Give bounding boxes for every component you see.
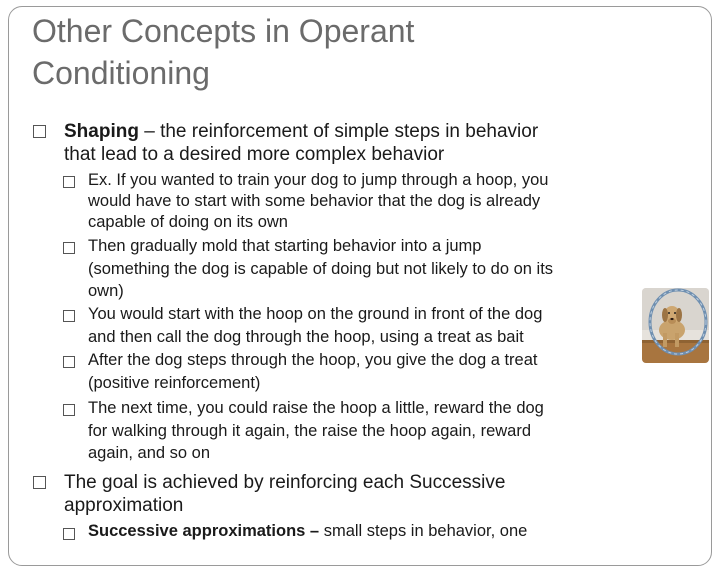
point-1-line-2: that lead to a desired more complex behavior bbox=[64, 144, 445, 165]
point-2-line-2: approximation bbox=[64, 495, 184, 516]
sub-item-6-line-1: Successive approximations – small steps in behavior, one bbox=[88, 522, 528, 540]
sub-item-3-line-1: You would start with the hoop on the ground in front of the dog bbox=[88, 305, 543, 323]
bullet-box-icon bbox=[33, 125, 46, 138]
sub-item-2-line-1: Then gradually mold that starting behavior into a jump bbox=[88, 237, 482, 255]
sub-item-3-line-2: and then call the dog through the hoop, using a treat as bait bbox=[88, 328, 524, 346]
term-successive-approximations: Successive approximations – bbox=[88, 522, 320, 540]
sub-item-5-line-2: for walking through it again, the raise the hoop again, reward bbox=[88, 422, 532, 440]
term-shaping: Shaping bbox=[64, 121, 139, 142]
sub-item-2-line-3: own) bbox=[88, 282, 124, 300]
sub-item-2-line-2: (something the dog is capable of doing but not likely to do on its bbox=[88, 260, 554, 278]
bullet-box-icon bbox=[63, 176, 75, 188]
point-2-line-1: The goal is achieved by reinforcing each Successive bbox=[64, 472, 506, 493]
title-line-1: Other Concepts in Operant bbox=[32, 13, 415, 49]
bullet-box-icon bbox=[63, 404, 75, 416]
point-1-line-1: Shaping – the reinforcement of simple steps in behavior bbox=[64, 121, 539, 142]
bullet-box-icon bbox=[63, 528, 75, 540]
bullet-box-icon bbox=[63, 310, 75, 322]
sub-item-5-line-3: again, and so on bbox=[88, 444, 211, 462]
sub-item-4-line-2: (positive reinforcement) bbox=[88, 374, 261, 392]
sub-item-5-line-1: The next time, you could raise the hoop a little, reward the dog bbox=[88, 399, 544, 417]
bullet-box-icon bbox=[33, 476, 46, 489]
sub-item-1-line-1: Ex. If you wanted to train your dog to jump through a hoop, you bbox=[88, 171, 549, 189]
slide-title bbox=[32, 10, 552, 94]
bullet-box-icon bbox=[63, 242, 75, 254]
title-line-2: Conditioning bbox=[32, 55, 210, 91]
sub-item-1-line-3: capable of doing on its own bbox=[88, 213, 288, 231]
dog-hoop-photo bbox=[642, 288, 709, 363]
sub-item-1-line-2: would have to start with some behavior that the dog is already bbox=[88, 192, 541, 210]
bullet-box-icon bbox=[63, 356, 75, 368]
sub-item-4-line-1: After the dog steps through the hoop, you give the dog a treat bbox=[88, 351, 538, 369]
dog-hoop-image bbox=[642, 288, 709, 363]
